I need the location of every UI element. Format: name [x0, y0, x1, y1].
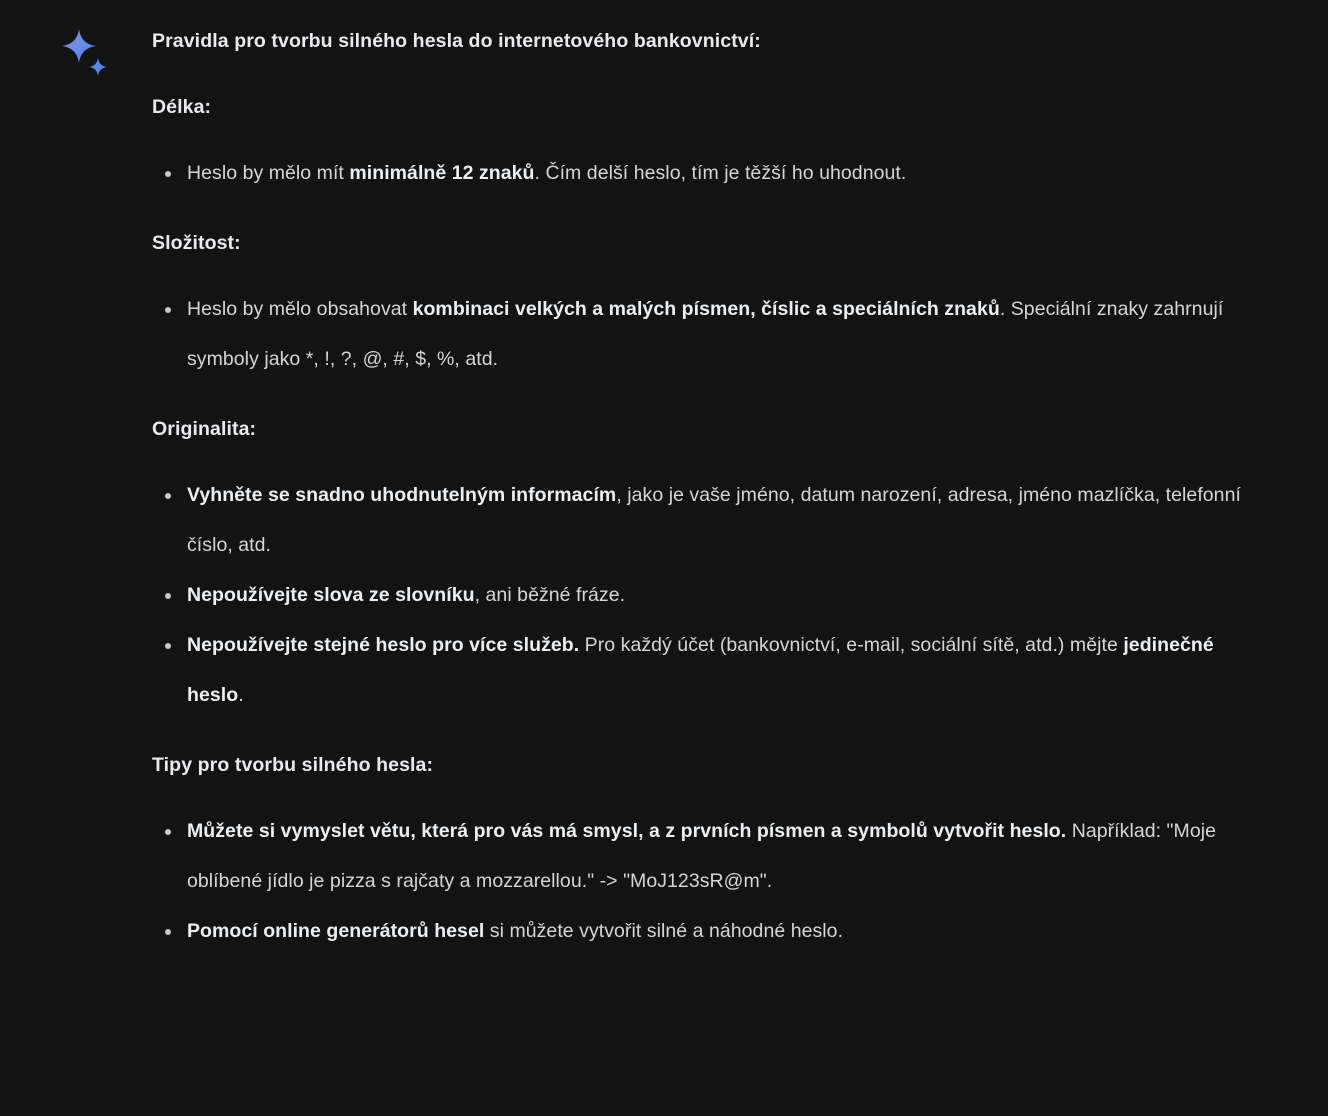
- emphasis-text: Nepoužívejte stejné heslo pro více služeb.: [187, 634, 580, 656]
- spacer: [152, 56, 1262, 92]
- spacer: [152, 780, 1262, 806]
- emphasis-text: Vyhněte se snadno uhodnutelným informacím: [187, 484, 617, 506]
- body-text: Heslo by mělo obsahovat: [187, 298, 413, 320]
- list-item: [152, 470, 1262, 570]
- list-item: [152, 148, 1262, 198]
- response-content: [152, 0, 1262, 956]
- bullet-list-tipy: [152, 806, 1262, 956]
- emphasis-text: Můžete si vymyslet větu, která pro vás má smysl, a z prvních písmen a symbolů vytvořit heslo.: [187, 820, 1067, 842]
- body-text: si můžete vytvořit silné a náhodné heslo.: [484, 920, 844, 942]
- section-heading-slozitost: Složitost:: [152, 232, 241, 254]
- page-title: Pravidla pro tvorbu silného hesla do internetového bankovnictví:: [152, 30, 761, 52]
- list-item: [152, 806, 1262, 906]
- spacer: [152, 720, 1262, 750]
- spacer: [152, 444, 1262, 470]
- body-text: , jako je vaše jméno, datum narození, adresa, jméno mazlíčka, telefonní číslo, atd.: [187, 484, 1241, 556]
- body-text: . Čím delší heslo, tím je těžší ho uhodnout.: [534, 162, 907, 184]
- section-heading-originalita: Originalita:: [152, 418, 257, 440]
- body-text: . Speciální znaky zahrnují symboly jako *, !, ?, @, #, $, %, atd.: [187, 298, 1224, 370]
- spacer: [152, 258, 1262, 284]
- emphasis-text: Pomocí online generátorů hesel: [187, 920, 485, 942]
- emphasis-text: minimálně 12 znaků: [349, 162, 535, 184]
- bullet-list-originalita: [152, 470, 1262, 720]
- bullet-list-slozitost: [152, 284, 1262, 384]
- spacer: [152, 198, 1262, 228]
- section-heading-delka: Délka:: [152, 96, 212, 118]
- body-text: Například: "Moje oblíbené jídlo je pizza s rajčaty a mozzarellou." -> "MoJ123sR@m".: [187, 820, 1216, 892]
- section-heading-tipy: Tipy pro tvorbu silného hesla:: [152, 754, 434, 776]
- body-text: Heslo by mělo mít: [187, 162, 350, 184]
- body-text: .: [238, 684, 244, 706]
- emphasis-text: kombinaci velkých a malých písmen, číslic a speciálních znaků: [412, 298, 1000, 320]
- body-text: , ani běžné fráze.: [474, 584, 626, 606]
- list-item: [152, 620, 1262, 720]
- body-text: Pro každý účet (bankovnictví, e-mail, sociální sítě, atd.) mějte: [579, 634, 1124, 656]
- list-item: [152, 284, 1262, 384]
- bullet-list-delka: [152, 148, 1262, 198]
- emphasis-text: jedinečné heslo: [187, 634, 1214, 706]
- spacer: [152, 384, 1262, 414]
- list-item: [152, 906, 1262, 956]
- list-item: [152, 570, 1262, 620]
- gemini-sparkle-icon: [58, 27, 114, 83]
- spacer: [152, 122, 1262, 148]
- emphasis-text: Nepoužívejte slova ze slovníku: [187, 584, 475, 606]
